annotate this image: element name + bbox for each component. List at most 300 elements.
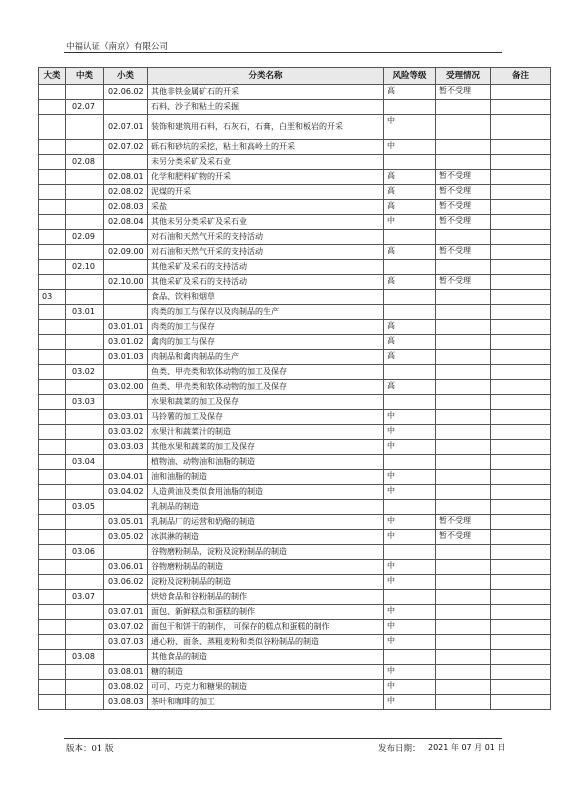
- cell-name: 肉类的加工与保存: [148, 320, 384, 335]
- cell-risk: 中: [384, 530, 436, 545]
- cell-status: [436, 115, 491, 140]
- cell-status: 暂不受理: [436, 170, 491, 185]
- table-row: [39, 185, 551, 200]
- cell-risk: [384, 155, 436, 170]
- cell-risk: 高: [384, 335, 436, 350]
- cell-status: [436, 605, 491, 620]
- cell-note: [491, 605, 551, 620]
- cell-major: [39, 425, 66, 440]
- cell-name: 淀粉及淀粉制品的制造: [148, 575, 384, 590]
- cell-name: 可可、巧克力和糖果的制造: [148, 680, 384, 695]
- cell-name: 马铃薯的加工及保存: [148, 410, 384, 425]
- cell-major: [39, 560, 66, 575]
- cell-sub: 02.08.04: [104, 215, 148, 230]
- cell-status: [436, 500, 491, 515]
- cell-status: [436, 395, 491, 410]
- cell-mid: 03.08: [66, 650, 104, 665]
- document-header: 中福认证（南京）有限公司: [66, 42, 169, 52]
- table-row: [39, 425, 551, 440]
- cell-risk: 中: [384, 485, 436, 500]
- table-row: [39, 245, 551, 260]
- cell-mid: [66, 275, 104, 290]
- cell-risk: 中: [384, 215, 436, 230]
- cell-mid: [66, 200, 104, 215]
- table-row: [39, 365, 551, 380]
- cell-mid: [66, 605, 104, 620]
- cell-name: 对石油和天然气开采的支持活动: [148, 230, 384, 245]
- cell-name: 肉类的加工与保存以及肉制品的生产: [148, 305, 384, 320]
- cell-major: [39, 605, 66, 620]
- cell-name: 烘焙食品和谷粉制品的制作: [148, 590, 384, 605]
- cell-note: [491, 635, 551, 650]
- cell-sub: 02.06.02: [104, 85, 148, 100]
- table-row: [39, 380, 551, 395]
- cell-note: [491, 320, 551, 335]
- cell-major: [39, 515, 66, 530]
- cell-note: [491, 365, 551, 380]
- cell-sub: [104, 395, 148, 410]
- cell-sub: [104, 155, 148, 170]
- cell-note: [491, 560, 551, 575]
- cell-major: [39, 410, 66, 425]
- classification-table: [38, 67, 551, 710]
- cell-sub: [104, 500, 148, 515]
- cell-major: [39, 680, 66, 695]
- table-row: [39, 545, 551, 560]
- cell-major: [39, 85, 66, 100]
- cell-sub: 03.05.02: [104, 530, 148, 545]
- cell-note: [491, 485, 551, 500]
- cell-status: [436, 575, 491, 590]
- cell-status: [436, 290, 491, 305]
- cell-major: [39, 635, 66, 650]
- cell-name: 茶叶和咖啡的加工: [148, 695, 384, 710]
- cell-sub: 03.02.00: [104, 380, 148, 395]
- cell-risk: 高: [384, 185, 436, 200]
- cell-risk: [384, 100, 436, 115]
- table-row: [39, 350, 551, 365]
- cell-note: [491, 185, 551, 200]
- cell-sub: 03.03.02: [104, 425, 148, 440]
- table-row: [39, 470, 551, 485]
- cell-mid: 03.07: [66, 590, 104, 605]
- cell-mid: [66, 680, 104, 695]
- cell-note: [491, 545, 551, 560]
- cell-name: 泥煤的开采: [148, 185, 384, 200]
- cell-major: [39, 155, 66, 170]
- cell-name: 通心粉、面条、蒸粗麦粉和类似谷粉制品的制造: [148, 635, 384, 650]
- cell-major: [39, 245, 66, 260]
- cell-risk: 高: [384, 350, 436, 365]
- cell-risk: [384, 395, 436, 410]
- cell-mid: [66, 695, 104, 710]
- cell-mid: [66, 620, 104, 635]
- cell-note: [491, 140, 551, 155]
- cell-mid: [66, 440, 104, 455]
- cell-status: [436, 320, 491, 335]
- cell-note: [491, 470, 551, 485]
- cell-note: [491, 695, 551, 710]
- cell-sub: [104, 260, 148, 275]
- cell-mid: [66, 140, 104, 155]
- table-row: [39, 100, 551, 115]
- cell-mid: 03.01: [66, 305, 104, 320]
- table-row: [39, 320, 551, 335]
- table-row: [39, 650, 551, 665]
- cell-mid: 02.08: [66, 155, 104, 170]
- cell-major: [39, 650, 66, 665]
- cell-status: [436, 365, 491, 380]
- cell-mid: [66, 215, 104, 230]
- header-divider: [64, 52, 502, 53]
- cell-note: [491, 155, 551, 170]
- cell-major: [39, 380, 66, 395]
- cell-note: [491, 275, 551, 290]
- cell-mid: [66, 320, 104, 335]
- cell-name: 对石油和天然气开采的支持活动: [148, 245, 384, 260]
- cell-sub: [104, 650, 148, 665]
- cell-mid: [66, 530, 104, 545]
- cell-major: 03: [39, 290, 66, 305]
- cell-major: [39, 500, 66, 515]
- cell-note: [491, 115, 551, 140]
- cell-name: 面包、新鲜糕点和蛋糕的制作: [148, 605, 384, 620]
- table-row: [39, 200, 551, 215]
- cell-status: [436, 335, 491, 350]
- cell-sub: 03.05.01: [104, 515, 148, 530]
- cell-sub: 03.01.02: [104, 335, 148, 350]
- table-row: [39, 230, 551, 245]
- cell-mid: [66, 665, 104, 680]
- cell-risk: 中: [384, 605, 436, 620]
- cell-mid: 02.07: [66, 100, 104, 115]
- cell-major: [39, 335, 66, 350]
- table-row: [39, 590, 551, 605]
- cell-status: [436, 155, 491, 170]
- cell-name: 未另分类采矿及采石业: [148, 155, 384, 170]
- cell-name: 石料、沙子和粘土的采掘: [148, 100, 384, 115]
- cell-sub: 02.08.01: [104, 170, 148, 185]
- cell-name: 冰淇淋的制造: [148, 530, 384, 545]
- table-row: [39, 440, 551, 455]
- footer-date-label: 发布日期：: [378, 744, 421, 754]
- cell-mid: [66, 635, 104, 650]
- cell-note: [491, 440, 551, 455]
- cell-name: 谷物磨粉制品的制造: [148, 560, 384, 575]
- cell-note: [491, 85, 551, 100]
- cell-status: [436, 380, 491, 395]
- cell-name: 糖的制造: [148, 665, 384, 680]
- cell-name: 肉制品和禽肉制品的生产: [148, 350, 384, 365]
- cell-note: [491, 200, 551, 215]
- table-row: [39, 215, 551, 230]
- cell-mid: [66, 575, 104, 590]
- cell-sub: 02.08.02: [104, 185, 148, 200]
- column-header-name: 分类名称: [148, 68, 384, 85]
- cell-status: 暂不受理: [436, 215, 491, 230]
- cell-major: [39, 545, 66, 560]
- table-row: [39, 335, 551, 350]
- cell-sub: 02.09.00: [104, 245, 148, 260]
- cell-sub: 03.06.01: [104, 560, 148, 575]
- cell-risk: 高: [384, 85, 436, 100]
- table-header-row: [39, 68, 551, 85]
- cell-risk: 中: [384, 695, 436, 710]
- table-row: [39, 455, 551, 470]
- cell-risk: [384, 365, 436, 380]
- table-row: [39, 500, 551, 515]
- cell-risk: 中: [384, 410, 436, 425]
- cell-name: 乳制品厂的运营和奶酪的制造: [148, 515, 384, 530]
- cell-risk: 中: [384, 115, 436, 140]
- cell-risk: 高: [384, 320, 436, 335]
- cell-mid: [66, 85, 104, 100]
- cell-status: [436, 695, 491, 710]
- cell-risk: 中: [384, 680, 436, 695]
- table-row: [39, 115, 551, 140]
- column-header-major: 大类: [39, 68, 66, 85]
- cell-name: 植物油、动物油和油脂的制造: [148, 455, 384, 470]
- cell-status: [436, 620, 491, 635]
- cell-major: [39, 275, 66, 290]
- cell-sub: 03.03.03: [104, 440, 148, 455]
- cell-name: 鱼类、甲壳类和软体动物的加工及保存: [148, 365, 384, 380]
- cell-status: [436, 230, 491, 245]
- cell-status: [436, 350, 491, 365]
- cell-mid: [66, 170, 104, 185]
- cell-major: [39, 530, 66, 545]
- cell-mid: 03.05: [66, 500, 104, 515]
- cell-risk: [384, 260, 436, 275]
- table-row: [39, 620, 551, 635]
- table-row: [39, 170, 551, 185]
- cell-mid: [66, 515, 104, 530]
- table-row: [39, 560, 551, 575]
- cell-major: [39, 230, 66, 245]
- cell-sub: [104, 545, 148, 560]
- cell-mid: [66, 380, 104, 395]
- cell-status: [436, 440, 491, 455]
- cell-major: [39, 485, 66, 500]
- cell-sub: [104, 290, 148, 305]
- cell-status: [436, 560, 491, 575]
- cell-status: 暂不受理: [436, 245, 491, 260]
- cell-major: [39, 185, 66, 200]
- cell-sub: 03.07.01: [104, 605, 148, 620]
- cell-major: [39, 305, 66, 320]
- cell-major: [39, 260, 66, 275]
- cell-major: [39, 320, 66, 335]
- cell-risk: 高: [384, 380, 436, 395]
- cell-mid: [66, 290, 104, 305]
- table-row: [39, 605, 551, 620]
- cell-risk: [384, 545, 436, 560]
- cell-name: 食品、饮料和烟草: [148, 290, 384, 305]
- table-row: [39, 635, 551, 650]
- table-row: [39, 665, 551, 680]
- cell-note: [491, 215, 551, 230]
- cell-name: 其他水果和蔬菜的加工及保存: [148, 440, 384, 455]
- table-row: [39, 695, 551, 710]
- cell-note: [491, 425, 551, 440]
- cell-note: [491, 455, 551, 470]
- cell-status: 暂不受理: [436, 200, 491, 215]
- cell-risk: [384, 290, 436, 305]
- table-row: [39, 395, 551, 410]
- column-header-note: 备注: [491, 68, 551, 85]
- cell-name: 鱼类、甲壳类和软体动物的加工及保存: [148, 380, 384, 395]
- cell-major: [39, 170, 66, 185]
- cell-mid: [66, 470, 104, 485]
- cell-mid: 03.06: [66, 545, 104, 560]
- cell-risk: 中: [384, 425, 436, 440]
- cell-name: 其他未另分类采矿及采石业: [148, 215, 384, 230]
- cell-risk: 高: [384, 275, 436, 290]
- cell-sub: [104, 365, 148, 380]
- cell-name: 其他非铁金属矿石的开采: [148, 85, 384, 100]
- table-row: [39, 680, 551, 695]
- cell-status: [436, 425, 491, 440]
- cell-name: 其他采矿及采石的支持活动: [148, 275, 384, 290]
- cell-major: [39, 440, 66, 455]
- cell-mid: [66, 245, 104, 260]
- cell-note: [491, 665, 551, 680]
- cell-mid: [66, 335, 104, 350]
- cell-risk: 中: [384, 470, 436, 485]
- cell-note: [491, 290, 551, 305]
- cell-risk: [384, 455, 436, 470]
- cell-status: 暂不受理: [436, 85, 491, 100]
- cell-risk: 高: [384, 170, 436, 185]
- cell-sub: [104, 100, 148, 115]
- cell-mid: [66, 485, 104, 500]
- cell-sub: [104, 230, 148, 245]
- cell-name: 水果和蔬菜的加工及保存: [148, 395, 384, 410]
- cell-major: [39, 350, 66, 365]
- cell-status: 暂不受理: [436, 515, 491, 530]
- footer-version: 版本：01 版: [66, 744, 114, 754]
- column-header-status: 受理情况: [436, 68, 491, 85]
- cell-major: [39, 620, 66, 635]
- cell-risk: 高: [384, 200, 436, 215]
- cell-mid: 02.09: [66, 230, 104, 245]
- cell-note: [491, 170, 551, 185]
- table-row: [39, 305, 551, 320]
- cell-status: [436, 470, 491, 485]
- cell-sub: [104, 590, 148, 605]
- table-row: [39, 290, 551, 305]
- cell-risk: [384, 650, 436, 665]
- cell-major: [39, 140, 66, 155]
- cell-status: [436, 545, 491, 560]
- cell-mid: [66, 185, 104, 200]
- cell-note: [491, 335, 551, 350]
- table-row: [39, 155, 551, 170]
- cell-note: [491, 100, 551, 115]
- cell-note: [491, 620, 551, 635]
- cell-sub: 03.04.02: [104, 485, 148, 500]
- cell-note: [491, 395, 551, 410]
- cell-name: 化学和肥料矿物的开采: [148, 170, 384, 185]
- cell-note: [491, 530, 551, 545]
- cell-sub: 03.01.01: [104, 320, 148, 335]
- cell-status: [436, 590, 491, 605]
- cell-mid: [66, 560, 104, 575]
- table-row: [39, 275, 551, 290]
- cell-name: 油和油脂的制造: [148, 470, 384, 485]
- cell-status: [436, 260, 491, 275]
- column-header-mid: 中类: [66, 68, 104, 85]
- cell-status: [436, 410, 491, 425]
- cell-status: [436, 485, 491, 500]
- cell-name: 乳制品的制造: [148, 500, 384, 515]
- cell-name: 面包干和饼干的制作， 可保存的糕点和蛋糕的制作: [148, 620, 384, 635]
- cell-major: [39, 590, 66, 605]
- cell-name: 其他食品的制造: [148, 650, 384, 665]
- table-row: [39, 140, 551, 155]
- cell-risk: 中: [384, 440, 436, 455]
- table-row: [39, 575, 551, 590]
- cell-major: [39, 695, 66, 710]
- cell-note: [491, 680, 551, 695]
- footer-divider: [64, 738, 502, 739]
- cell-status: [436, 140, 491, 155]
- cell-note: [491, 410, 551, 425]
- cell-risk: 中: [384, 665, 436, 680]
- column-header-sub: 小类: [104, 68, 148, 85]
- cell-mid: 02.10: [66, 260, 104, 275]
- column-header-risk: 风险等级: [384, 68, 436, 85]
- cell-risk: 中: [384, 140, 436, 155]
- cell-status: [436, 635, 491, 650]
- cell-risk: 高: [384, 245, 436, 260]
- cell-name: 人造黄油及类似食用油脂的制造: [148, 485, 384, 500]
- cell-mid: 03.02: [66, 365, 104, 380]
- cell-name: 其他采矿及采石的支持活动: [148, 260, 384, 275]
- cell-risk: 中: [384, 515, 436, 530]
- cell-note: [491, 260, 551, 275]
- cell-major: [39, 215, 66, 230]
- cell-sub: 03.03.01: [104, 410, 148, 425]
- cell-sub: 02.07.02: [104, 140, 148, 155]
- cell-major: [39, 470, 66, 485]
- table-row: [39, 515, 551, 530]
- cell-major: [39, 200, 66, 215]
- cell-major: [39, 100, 66, 115]
- cell-risk: 中: [384, 575, 436, 590]
- cell-status: 暂不受理: [436, 530, 491, 545]
- table-row: [39, 85, 551, 100]
- cell-status: [436, 650, 491, 665]
- cell-note: [491, 305, 551, 320]
- cell-note: [491, 650, 551, 665]
- cell-risk: 中: [384, 560, 436, 575]
- cell-name: 采盐: [148, 200, 384, 215]
- table-row: [39, 410, 551, 425]
- cell-sub: 03.04.01: [104, 470, 148, 485]
- cell-sub: [104, 455, 148, 470]
- table-row: [39, 260, 551, 275]
- cell-name: 砾石和砂坑的采挖，粘土和高岭土的开采: [148, 140, 384, 155]
- cell-status: [436, 305, 491, 320]
- cell-status: [436, 100, 491, 115]
- cell-sub: 02.08.03: [104, 200, 148, 215]
- cell-note: [491, 245, 551, 260]
- cell-mid: 03.04: [66, 455, 104, 470]
- cell-sub: 03.06.02: [104, 575, 148, 590]
- cell-mid: [66, 425, 104, 440]
- cell-note: [491, 500, 551, 515]
